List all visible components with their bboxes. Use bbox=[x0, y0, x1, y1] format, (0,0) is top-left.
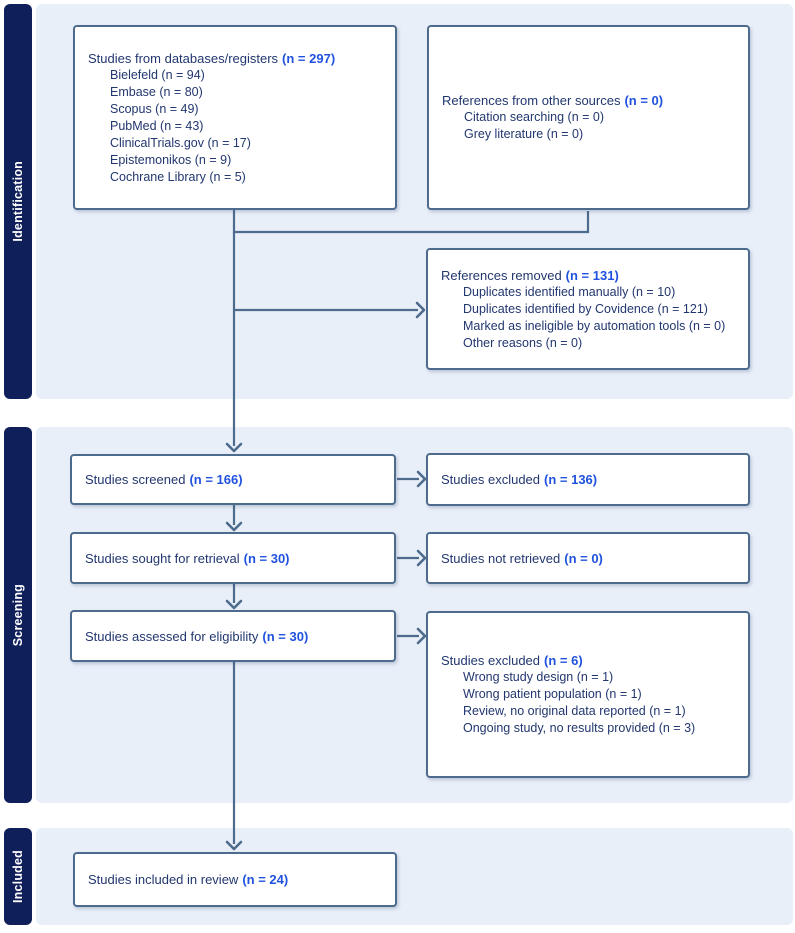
identification-label: Identification bbox=[11, 161, 25, 242]
included-sidebar bbox=[4, 828, 32, 925]
box-items bbox=[88, 67, 385, 186]
box-title-row bbox=[442, 92, 738, 109]
box-item: Embase (n = 80) bbox=[110, 84, 203, 99]
box-item: Review, no original data reported (n = 1) bbox=[463, 704, 686, 718]
box-studies-screened bbox=[70, 454, 396, 505]
box-item: Other reasons (n = 0) bbox=[463, 335, 583, 350]
box-item: Bielefeld (n = 94) bbox=[110, 67, 205, 82]
box-title-row bbox=[88, 871, 385, 888]
box-references-removed bbox=[426, 248, 750, 370]
box-title: Studies screened bbox=[85, 472, 186, 487]
box-title: References removed bbox=[441, 267, 562, 283]
box-item: Scopus (n = 49) bbox=[110, 101, 199, 116]
box-count: (n = 166) bbox=[189, 472, 243, 487]
box-item: Cochrane Library (n = 5) bbox=[110, 169, 246, 184]
box-title: Studies from databases/registers bbox=[88, 50, 279, 66]
box-item: Wrong patient population (n = 1) bbox=[463, 687, 642, 701]
box-count: (n = 297) bbox=[282, 50, 336, 66]
box-studies-sought-retrieval bbox=[70, 532, 396, 584]
box-item: Grey literature (n = 0) bbox=[464, 127, 584, 141]
box-title: Studies assessed for eligibility bbox=[85, 628, 259, 644]
box-studies-included-review bbox=[73, 852, 397, 907]
box-title-row bbox=[85, 628, 384, 645]
box-count: (n = 136) bbox=[544, 472, 598, 487]
box-count: (n = 30) bbox=[262, 628, 309, 644]
box-studies-not-retrieved bbox=[426, 532, 750, 584]
box-title: References from other sources bbox=[442, 93, 621, 108]
box-count: (n = 30) bbox=[243, 550, 290, 566]
box-title: Studies not retrieved bbox=[441, 550, 561, 566]
box-item: Duplicates identified by Covidence (n = 121) bbox=[463, 301, 708, 316]
box-item: Citation searching (n = 0) bbox=[464, 110, 605, 124]
box-title: Studies excluded bbox=[441, 472, 541, 487]
screening-label: Screening bbox=[11, 583, 25, 647]
box-title: Studies excluded bbox=[441, 653, 541, 668]
box-studies-excluded-screening bbox=[426, 453, 750, 506]
screening-sidebar bbox=[4, 427, 32, 803]
box-title: Studies included in review bbox=[88, 872, 239, 887]
box-title-row bbox=[85, 471, 384, 488]
box-title-row bbox=[441, 471, 738, 488]
box-item: Epistemonikos (n = 9) bbox=[110, 152, 232, 167]
box-title: Studies sought for retrieval bbox=[85, 550, 240, 566]
box-item: Wrong study design (n = 1) bbox=[463, 670, 614, 684]
box-title-row bbox=[88, 50, 385, 67]
included-label: Included bbox=[11, 850, 25, 903]
box-item: Ongoing study, no results provided (n = 3) bbox=[463, 721, 696, 735]
box-title-row bbox=[441, 267, 738, 284]
box-count: (n = 131) bbox=[565, 267, 619, 283]
box-studies-assessed-eligibility bbox=[70, 610, 396, 662]
box-item: PubMed (n = 43) bbox=[110, 118, 204, 133]
box-items bbox=[442, 109, 738, 143]
box-title-row bbox=[441, 550, 738, 567]
box-count: (n = 0) bbox=[624, 93, 664, 108]
box-title-row bbox=[85, 550, 384, 567]
box-count: (n = 24) bbox=[242, 872, 289, 887]
box-studies-from-databases bbox=[73, 25, 397, 210]
identification-sidebar bbox=[4, 4, 32, 399]
box-item: Marked as ineligible by automation tools (n = 0) bbox=[463, 318, 726, 333]
box-item: ClinicalTrials.gov (n = 17) bbox=[110, 135, 251, 150]
box-items bbox=[441, 669, 738, 737]
box-items bbox=[441, 284, 738, 352]
box-item: Duplicates identified manually (n = 10) bbox=[463, 284, 676, 299]
box-studies-excluded-eligibility bbox=[426, 611, 750, 778]
box-title-row bbox=[441, 652, 738, 669]
box-count: (n = 0) bbox=[564, 550, 603, 566]
box-references-other-sources bbox=[427, 25, 750, 210]
box-count: (n = 6) bbox=[544, 653, 583, 668]
